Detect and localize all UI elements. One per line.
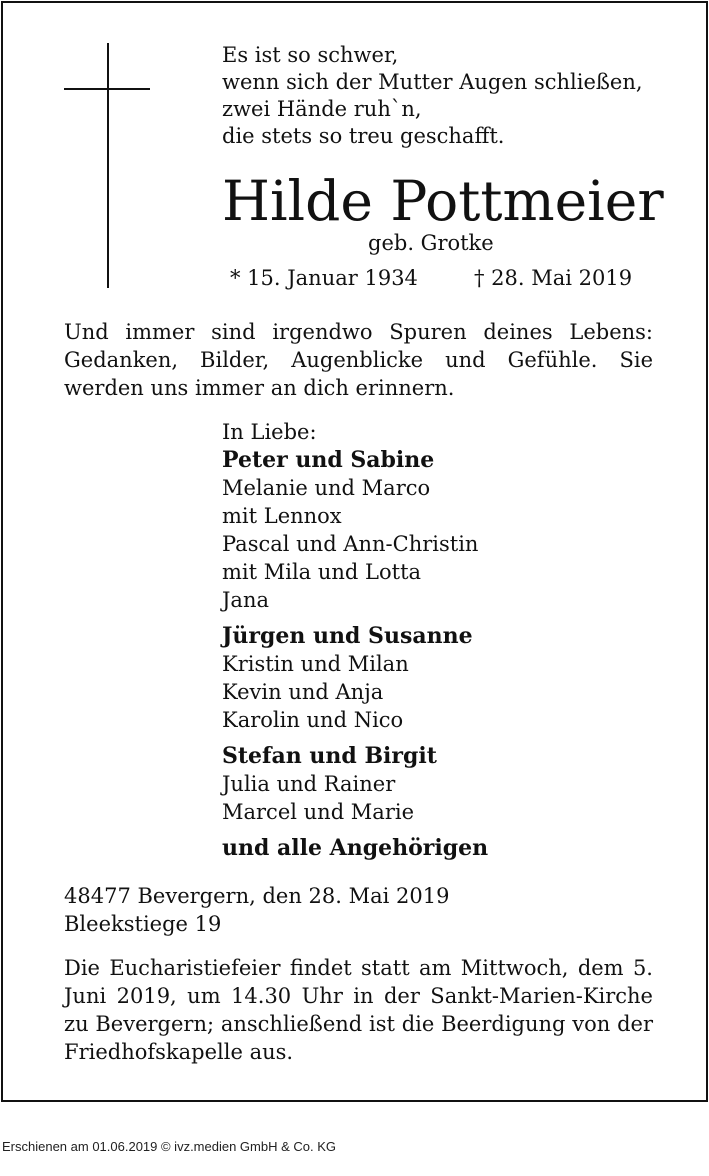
family-member: Jana [222,588,269,612]
family-member: Pascal und Ann-Christin [222,532,479,556]
mourners-closing: und alle Angehörigen [222,835,489,861]
cross-icon [107,43,109,288]
birth-date: * 15. Januar 1934 [230,266,418,290]
publication-footer: Erschienen am 01.06.2019 © ivz.medien GmbH & Co. KG [2,1139,337,1154]
deceased-name: Hilde Pottmeier [222,169,664,233]
family-member: Julia und Rainer [222,772,396,796]
verse-line: wenn sich der Mutter Augen schließen, [222,70,643,94]
family-member: Kristin und Milan [222,652,409,676]
family-member: mit Lennox [222,504,342,528]
death-date: † 28. Mai 2019 [474,266,633,290]
cross-icon-bar [64,88,150,90]
verse-line: Es ist so schwer, [222,43,399,67]
family-head: Stefan und Birgit [222,743,437,769]
family-member: Marcel und Marie [222,800,415,824]
place-date: 48477 Bevergern, den 28. Mai 2019 [64,884,450,908]
mourners-intro: In Liebe: [222,420,317,444]
family-head: Peter und Sabine [222,447,435,473]
memorial-quote: Und immer sind irgendwo Spuren deines Lebens: Gedanken, Bilder, Augenblicke und Gefühle. Sie werden uns immer an dich erinnern. [64,320,653,400]
family-member: Kevin und Anja [222,680,384,704]
family-head: Jürgen und Susanne [222,623,473,649]
service-notice: Die Eucharistiefeier findet statt am Mittwoch, dem 5. Juni 2019, um 14.30 Uhr in der Sankt-Marien-Kirche zu Bevergern; anschließend ist die Beerdigung von der Friedhofskapelle aus. [64,956,653,1064]
mourners-list [222,418,488,862]
verse-line: zwei Hände ruh`n, [222,97,422,121]
verse [222,42,643,150]
family-member: mit Mila und Lotta [222,560,422,584]
family-member: Karolin und Nico [222,708,404,732]
family-member: Melanie und Marco [222,476,431,500]
verse-line: die stets so treu geschafft. [222,124,505,148]
address-block [64,882,449,938]
birth-name: geb. Grotke [368,231,494,255]
street-address: Bleekstiege 19 [64,912,222,936]
